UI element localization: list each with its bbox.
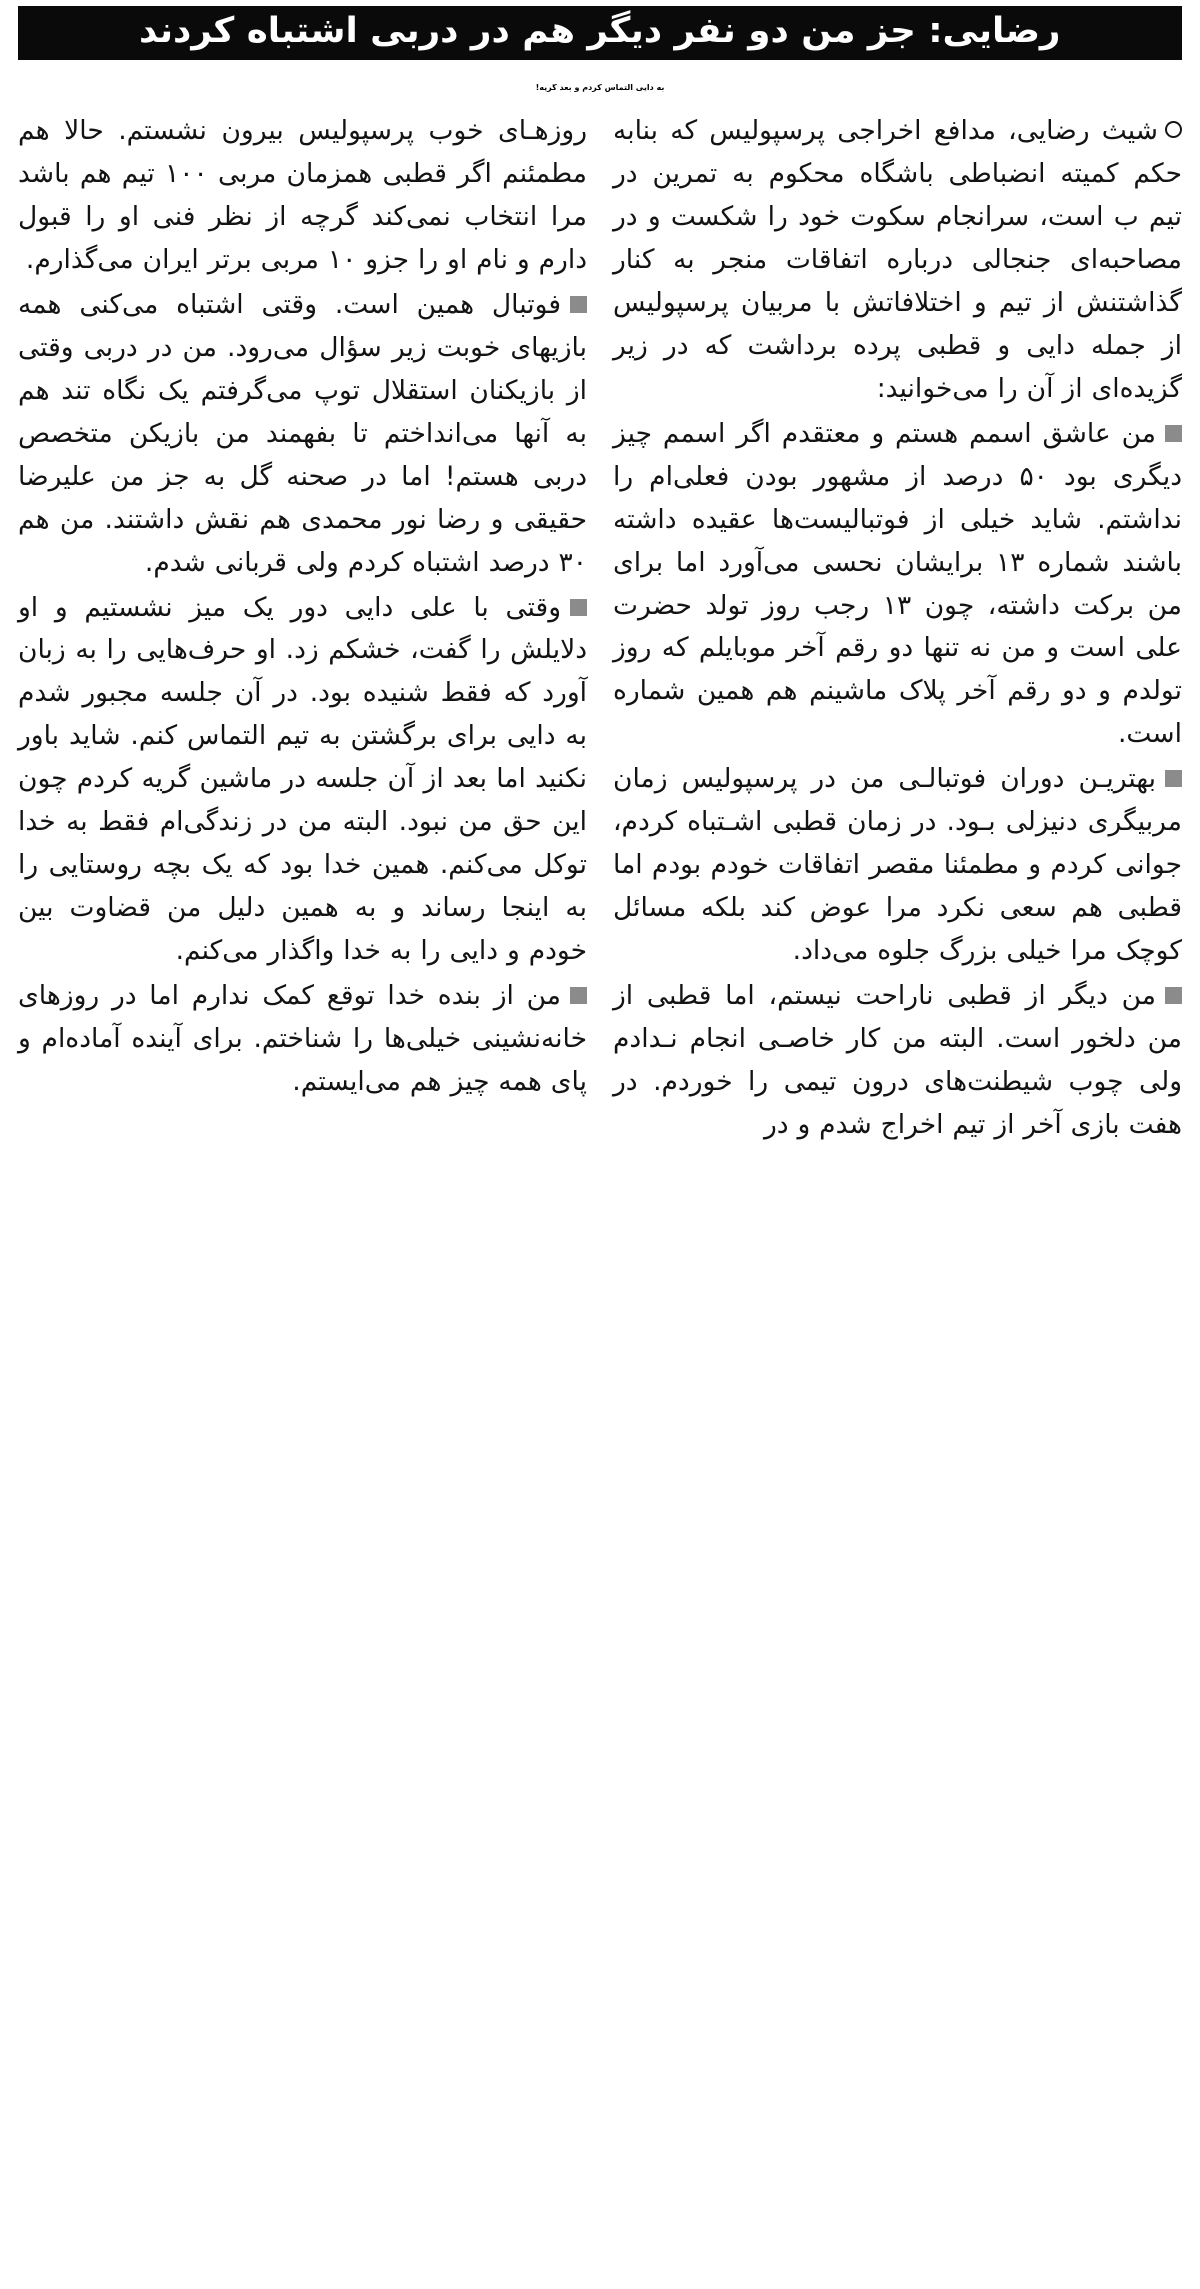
article-column-right — [613, 110, 1182, 1148]
body-paragraph — [613, 758, 1182, 973]
paragraph-text: فوتبال همین است. وقتی اشتباه می‌کنی همه بازیهای خوبت زیر سؤال می‌رود. من در دربی وقتی از بازیکنان استقلال توپ می‌گرفتم یک نگاه تند هم به آنها می‌انداختم تا بفهمند من بازیکن متخصص دربی هستم! اما در صحنه گل به جز من علیرضا حقیقی و رضا نور محمدی هم نقش داشتند. من هم ۳۰ درصد اشتباه کردم ولی قربانی شدم. — [18, 289, 587, 578]
body-paragraph-continuation — [18, 110, 587, 282]
body-paragraph — [18, 284, 587, 584]
square-bullet-marker-icon — [1165, 987, 1182, 1004]
main-headline: به دایی التماس کردم و بعد گریه! — [535, 84, 665, 92]
kicker-headline-text: رضایی: جز من دو نفر دیگر هم در دربی اشتباه کردند — [139, 10, 1061, 51]
square-bullet-marker-icon — [570, 296, 587, 313]
paragraph-text: من عاشق اسمم هستم و معتقدم اگر اسمم چیز دیگری بود ۵۰ درصد از مشهور بودن فعلی‌ام را نداشتم. شاید خیلی از فوتبالیست‌ها عقیده داشته باشند شماره ۱۳ برایشان نحسی می‌آورد اما برای من برکت داشته، چون ۱۳ رجب روز تولد حضرت علی است و من نه تنها دو رقم آخر موبایلم که روز تولدم و دو رقم آخر پلاک ماشینم هم همین شماره است. — [613, 417, 1182, 750]
paragraph-text: روزهـای خوب پرسپولیس بیرون نشستم. حالا هم مطمئنم اگر قطبی همزمان مربی ۱۰۰ تیم هم باشد مرا انتخاب نمی‌کند گرچه از نظر فنی او را قبول دارم و نام او را جزو ۱۰ مربی برتر ایران می‌گذارم. — [18, 115, 587, 276]
body-paragraph — [613, 975, 1182, 1147]
square-bullet-marker-icon — [570, 599, 587, 616]
circle-marker-icon — [1165, 121, 1182, 138]
body-paragraph — [18, 587, 587, 973]
paragraph-text: وقتی با علی دایی دور یک میز نشستیم و او دلایلش را گفت، خشکم زد. او حرف‌هایی را به زبان آورد که فقط شنیده بود. در آن جلسه مجبور شدم به دایی برای برگشتن به تیم التماس کنم. شاید باور نکنید اما بعد از آن جلسه در ماشین گریه کردم چون این حق من نبود. البته من در زندگی‌ام فقط به خدا توکل می‌کنم. همین خدا بود که یک بچه روستایی را به اینجا رساند و به همین دلیل من قضاوت بین خودم و دایی را به خدا واگذار می‌کنم. — [18, 591, 587, 966]
article-columns — [18, 110, 1182, 2200]
paragraph-text: شیث رضایی، مدافع اخراجی پرسپولیس که بنابه حکم کمیته انضباطی باشگاه محکوم به تمرین در تیم ب است، سرانجام سکوت خود را شکست و در مصاحبه‌ای جنجالی درباره اتفاقات منجر به کنار گذاشتنش از تیم و اختلافاتش با مربیان پرسپولیس از جمله دایی و قطبی پرده برداشت که در زیر گزیده‌ای از آن را می‌خوانید: — [613, 115, 1182, 404]
square-bullet-marker-icon — [1165, 425, 1182, 442]
paragraph-text: من دیگر از قطبی ناراحت نیستم، اما قطبی از من دلخور است. البته من کار خاصـی انجام نـدادم ولی چوب شیطنت‌های درون تیمی را خوردم. در هفت بازی آخر از تیم اخراج شدم و در — [613, 979, 1182, 1140]
paragraph-text: من از بنده خدا توقع کمک ندارم اما در روزهای خانه‌نشینی خیلی‌ها را شناختم. برای آینده آماده‌ام و پای همه چیز هم می‌ایستم. — [18, 979, 587, 1097]
body-paragraph — [613, 413, 1182, 756]
newspaper-page — [0, 6, 1200, 2289]
paragraph-text: بهتریـن دوران فوتبالـی من در پرسپولیس زمان مربیگری دنیزلی بـود. در زمان قطبی اشـتباه کردم، جوانی کردم و مطمئنا مقصر اتفاقات خودم بودم اما قطبی هم سعی نکرد مرا عوض کند بلکه مسائل کوچک مرا خیلی بزرگ جلوه می‌داد. — [613, 763, 1182, 966]
body-paragraph-final — [18, 975, 587, 1104]
article-column-left — [18, 110, 587, 1105]
kicker-bar — [18, 6, 1182, 60]
lead-paragraph — [613, 110, 1182, 410]
square-bullet-marker-icon — [570, 987, 587, 1004]
square-bullet-marker-icon — [1165, 770, 1182, 787]
